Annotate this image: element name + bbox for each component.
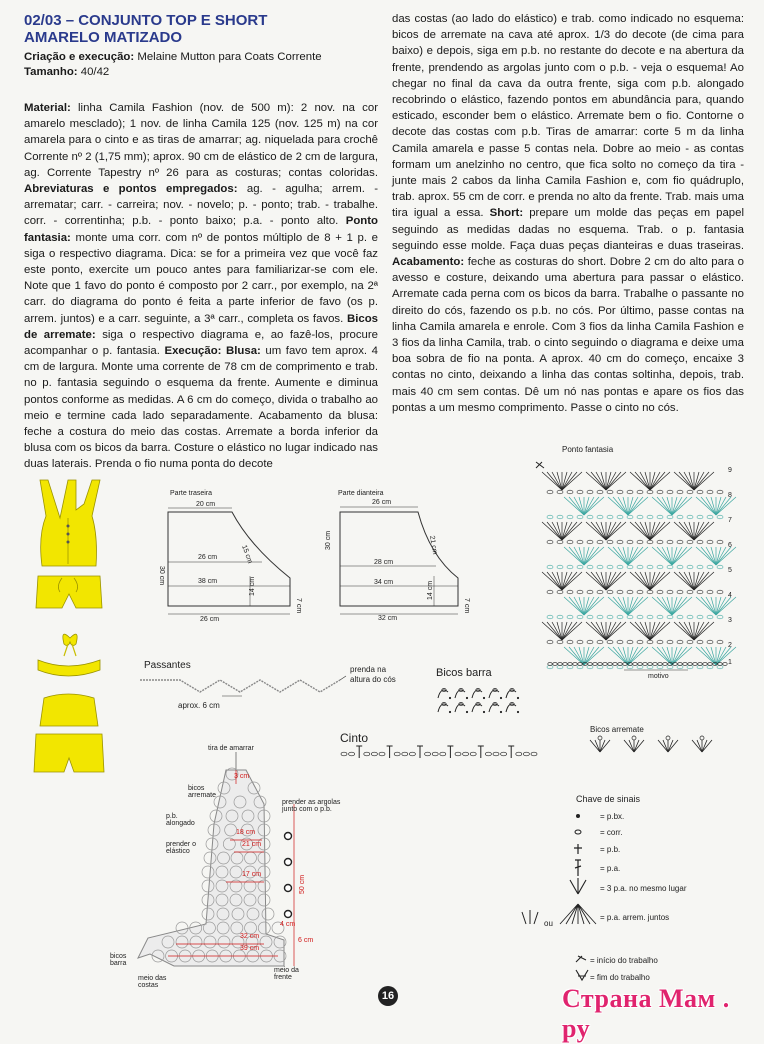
fan-stitch-grid [536, 462, 736, 669]
pa-stitch [356, 746, 362, 758]
column-2-text [392, 11, 744, 416]
row-number: 4 [728, 592, 732, 599]
chave-de-sinais [520, 792, 760, 988]
traseira-bottom: 26 cm [200, 616, 220, 623]
acab-label: Acabamento: [392, 256, 465, 269]
fan-motif [564, 597, 604, 615]
fan-motif [564, 497, 604, 515]
chain-row [547, 490, 723, 494]
dianteira-low: 34 cm [374, 579, 394, 586]
pa-stitch [447, 746, 453, 758]
chain-stitch [432, 752, 438, 756]
fan-motif [696, 547, 736, 565]
chain-stitch [402, 752, 408, 756]
fantasia-text: monte uma corr. com nº de pontos múltiplo de 8 + 1 p. e siga o respectivo diagrama. Dica: se for a primeira vez que você faz este ponto, exercite um pouco antes para familiarizar-se com ele. Note que 1 favo do ponto é composto por 2 carr., por exemplo, na 2ª carr. do diagrama do ponto é feita a parte inferior de favo (os p. arrem. juntos) e a carr. seguinte, a 3ª carr., completa os favos. [24, 231, 378, 325]
argolas-rings [285, 833, 292, 918]
material-label: Material: [24, 102, 71, 114]
tira-label: tira de amarrar [208, 745, 254, 752]
label-bicos-arremate: bicos arremate [188, 785, 217, 799]
chain-row [547, 615, 723, 619]
chain-stitch [341, 752, 347, 756]
parte-traseira-diagram [150, 486, 300, 626]
bicos-barra-diagram [430, 664, 530, 710]
meas-32cm: 32 cm [240, 933, 260, 940]
dianteira-bottom: 32 cm [378, 615, 398, 622]
meas-17cm: 17 cm [242, 871, 262, 878]
bicos-text: siga o respectivo diagrama e, ao fazê-los, procure acompanhar o p. fantasia. [24, 328, 378, 358]
fan-motif [542, 622, 582, 640]
chain-row [547, 565, 723, 569]
page-number: 16 [378, 986, 398, 1006]
passantes-title: Passantes [144, 660, 191, 671]
creation-line [24, 50, 364, 65]
bico-arremate-motif [624, 736, 644, 752]
chain-stitch [485, 752, 491, 756]
row-number: 3 [728, 617, 732, 624]
bicos-arremate-diagram [586, 724, 756, 760]
label-pb-alongado: p.b. alongado [166, 813, 195, 827]
traseira-top: 20 cm [196, 501, 216, 508]
traseira-low: 38 cm [198, 578, 218, 585]
top-illustration [40, 480, 100, 566]
fan-motif [586, 622, 626, 640]
picot-stitch [472, 689, 485, 700]
size-label: Tamanho: [24, 66, 78, 78]
fan-motif [696, 597, 736, 615]
bicos-arremate-stitches [590, 736, 712, 752]
fan-motif [586, 572, 626, 590]
meas-4cm: 4 cm [280, 921, 296, 928]
title-line-2: AMARELO MATIZADO [24, 29, 183, 46]
motivo-label: motivo [648, 673, 669, 680]
material-text: linha Camila Fashion (nov. de 500 m): 2 nov. na cor amarelo mesclado); 1 nov. de linha Camila 125 (nov. 125 m) na cor amarela para o cinto e as tiras de amarrar; ag. niquelada para crochê Corrente nº 2 (1,75 mm); aprox. 90 cm de elástico de 2 cm de largura, ag. Corrente Tapestry nº 26 para as costuras; contas coloridas. [24, 102, 378, 179]
fan-motif [542, 472, 582, 490]
fan-motif [674, 522, 714, 540]
key-corr: = corr. [600, 828, 623, 837]
key-symbol-fim [576, 970, 588, 980]
key-pa-arrem: = p.a. arrem. juntos [600, 913, 670, 922]
column-1-text [24, 100, 378, 473]
row-number: 9 [728, 467, 732, 474]
fan-motif [652, 597, 692, 615]
fan-motif [564, 547, 604, 565]
picot-stitch [455, 689, 468, 700]
meas-3cm: 3 cm [234, 773, 250, 780]
pa-stitch [387, 746, 393, 758]
prenda-line-1: prenda na [350, 665, 387, 674]
label-prender-elastico: prender o elástico [166, 841, 196, 855]
key-symbol-pa [575, 860, 581, 876]
chain-stitch [371, 752, 377, 756]
traseira-right1: 14 cm [249, 576, 256, 596]
short-text: prepare um molde das peças em papel seguindo as medidas dadas no esquema. Trab. o p. fantasia seguindo esse molde. Faça duas peças dianteiras e duas traseiras. [392, 207, 744, 252]
meas-50cm: 50 cm [299, 874, 306, 894]
prenda-line-2: altura do cós [350, 675, 396, 684]
garment-illustrations [30, 476, 110, 776]
cinto-diagram [336, 730, 546, 766]
acab-text: feche as costuras do short. Dobre 2 cm do alto para o avesso e costure, deixando uma abertura para passar o elástico. Arremate cada perna com os bicos da barra. Trabalhe o passante no direito do cós, fazendo os p.b. no cós. Por último, passe contas na linha Camila amarela e enrole. Com 3 fios da linha Camila Fashion e 3 fios da linha Camila, trab. o cinto seguindo o diagrama e deixe uma boa sobra de fio na ponta. A aprox. 40 cm do começo, encaixe 3 contas no cinto, deixando a linha das contas soltinha, depois, trab. mais 40 cm sem contas. Dê um nó nas pontas e apare os fios das pontas a um mesmo comprimento. Passe o cinto no cós. [392, 256, 744, 414]
dianteira-title: Parte dianteira [338, 490, 384, 497]
cinto-title: Cinto [340, 731, 369, 745]
meas-6cm: 6 cm [298, 937, 314, 944]
chain-stitch [440, 752, 446, 756]
fan-motif [630, 622, 670, 640]
chain-stitch [349, 752, 355, 756]
bicos-barra-title: Bicos barra [436, 667, 492, 679]
row-number: 5 [728, 567, 732, 574]
exec-text: um favo tem aprox. 4 cm de largura. Monte uma corrente de 78 cm de comprimento e trab. no p. fantasia seguindo o esquema da frente. Aumente e diminua pontos conforme as medidas. A 6 cm do começo, divida o trabalho ao meio e termine cada lado separadamente. Acabamento da blusa: feche a costura do meio das costas. Arremate a borda inferior da blusa com os bicos da barra. Costure o elástico no lugar indicado nas duas laterais. Prenda o fio numa ponta do decote [24, 345, 378, 471]
key-3pa: = 3 p.a. no mesmo lugar [600, 884, 687, 893]
label-meio-costas: meio das costas [138, 975, 167, 989]
picot-stitch [472, 703, 485, 714]
chain-stitch [394, 752, 400, 756]
title-line-1: 02/03 – CONJUNTO TOP E SHORT [24, 12, 268, 29]
start-arrow [536, 462, 544, 468]
traseira-diag: 15 cm [240, 544, 254, 565]
col2-text-1: das costas (ao lado do elástico) e trab. como indicado no esquema: bicos de arremate na cava até aprox. 1/3 do decote (de cima para baixo) e depois, siga em p.b. no restante do decote e na abertura da frente, prendendo as argolas junto com o p.b. - veja o esquema! Ao chegar no final da cava da outra frente, siga com p.b. alongado recobrindo o elástico, fazendo pontos em abundância para, quando esticado, esconder bem o elástico. Arremate bem o fio. Contorne o decote das costas com p.b. Tiras de amarrar: corte 5 m da linha Camila amarela e passe 5 contas nela. Dobre ao meio - as contas formam um anelzinho no centro, que fica solto no começo da tira - junte mais 2 cabos da linha Camila Fashion e, com fio quádruplo, trab. aprox. 55 cm de corr. e prenda no alto da frente. Trab. mais uma tira igual a essa. [392, 13, 744, 220]
chain-row [547, 640, 723, 644]
abbrev-label: Abreviaturas e pontos empregados: [24, 183, 238, 196]
chain-row [547, 540, 723, 544]
meas-39cm: 39 cm [240, 945, 260, 952]
back-top-illustration [38, 660, 100, 726]
dianteira-top: 26 cm [372, 499, 392, 506]
picot-stitch [506, 703, 519, 714]
chain-stitch [425, 752, 431, 756]
pa-stitch [508, 746, 514, 758]
chain-row [547, 665, 723, 669]
row-number: 8 [728, 492, 732, 499]
meas-18cm: 18 cm [236, 829, 256, 836]
meas-21cm: 21 cm [242, 841, 262, 848]
cinto-stitches [341, 746, 537, 758]
fan-motif [608, 497, 648, 515]
traseira-left: 30 cm [158, 566, 165, 586]
blusa-schematic [108, 744, 341, 990]
fan-motif [652, 547, 692, 565]
fan-motif [564, 647, 604, 665]
size-value: 40/42 [80, 66, 110, 78]
bicos-arremate-title: Bicos arremate [590, 725, 644, 734]
watermark: Страна Мам . ру [562, 984, 730, 1043]
ponto-fantasia-chart [530, 442, 756, 682]
schematic-outline [138, 770, 284, 966]
fan-motif [608, 597, 648, 615]
credits [24, 50, 364, 80]
key-ou: ou [544, 919, 553, 928]
bicos-label: Bicos de arremate: [24, 312, 378, 341]
chain-stitch [409, 752, 415, 756]
dianteira-mid: 28 cm [374, 559, 394, 566]
key-symbol-pb [574, 844, 582, 854]
key-pa: = p.a. [600, 864, 621, 873]
short-illustration [36, 576, 102, 608]
fan-motif [696, 497, 736, 515]
chain-stitch [501, 752, 507, 756]
picot-stitch [506, 689, 519, 700]
key-symbol-pa-arrem [522, 904, 596, 924]
key-symbol-3pa [570, 878, 586, 894]
fan-motif [608, 547, 648, 565]
key-symbol-inicio [576, 956, 586, 962]
fan-motif [542, 572, 582, 590]
chain-stitch [379, 752, 385, 756]
chain-stitch [531, 752, 537, 756]
row-number: 6 [728, 542, 732, 549]
traseira-title: Parte traseira [170, 490, 213, 497]
picot-stitch [455, 703, 468, 714]
key-fim: = fim do trabalho [590, 973, 650, 982]
chain-row [547, 515, 723, 519]
key-pbx: = p.bx. [600, 812, 625, 821]
pa-stitch [478, 746, 484, 758]
bow-illustration [63, 634, 77, 656]
row-number: 1 [728, 659, 732, 666]
article-title [24, 12, 364, 46]
dianteira-right2: 7 cm [463, 598, 470, 614]
parte-dianteira-diagram [318, 486, 468, 626]
key-symbol-pbx [576, 814, 580, 818]
picot-stitch [489, 703, 502, 714]
fan-motif [630, 572, 670, 590]
dianteira-left: 30 cm [325, 530, 332, 550]
row-number: 7 [728, 517, 732, 524]
bico-arremate-motif [590, 736, 610, 752]
aprox-label: aprox. 6 cm [178, 701, 220, 710]
chain-stitch [455, 752, 461, 756]
picot-stitch [489, 689, 502, 700]
pa-stitch [417, 746, 423, 758]
fan-motif [586, 472, 626, 490]
fan-motif [608, 647, 648, 665]
fan-motif [652, 647, 692, 665]
chain-stitch [516, 752, 522, 756]
label-prender-argolas: prender as argolas junto com o p.b. [282, 799, 341, 813]
row-number-labels [728, 467, 732, 666]
passantes-diagram [140, 656, 400, 716]
fan-motif [542, 522, 582, 540]
label-bicos-barra: bicos barra [110, 953, 127, 967]
fan-motif [586, 522, 626, 540]
bicos-barra-stitches [438, 689, 519, 714]
bico-arremate-motif [692, 736, 712, 752]
fantasia-label: Ponto fantasia: [24, 215, 378, 244]
picot-stitch [438, 703, 451, 714]
creation-label: Criação e execução: [24, 51, 135, 63]
abbrev-text: ag. - agulha; arrem. - arrematar; carr. - carreira; nov. - novelo; p. - ponto; trab. - trabalhe. corr. - correntinha; p.b. - ponto baixo; p.a. - ponto alto. [24, 183, 378, 228]
traseira-mid: 26 cm [198, 554, 218, 561]
ponto-fantasia-title: Ponto fantasia [562, 445, 614, 454]
chain-stitch [493, 752, 499, 756]
fan-motif [652, 497, 692, 515]
fan-motif [674, 572, 714, 590]
key-inicio: = início do trabalho [590, 956, 658, 965]
short-label: Short: [489, 207, 524, 220]
chain-stitch [470, 752, 476, 756]
size-line [24, 65, 364, 80]
fan-motif [674, 472, 714, 490]
chain-row [547, 590, 723, 594]
dianteira-diag: 21 cm [428, 535, 439, 556]
chain-stitch [364, 752, 370, 756]
key-pb: = p.b. [600, 845, 621, 854]
traseira-right2: 7 cm [295, 598, 302, 614]
back-short-illustration [34, 734, 104, 772]
row-number: 2 [728, 642, 732, 649]
label-meio-frente: meio da frente [274, 967, 299, 981]
fan-motif [630, 472, 670, 490]
fan-motif [674, 622, 714, 640]
chain-stitch [463, 752, 469, 756]
key-title: Chave de sinais [576, 794, 641, 804]
fan-motif [630, 522, 670, 540]
dianteira-right1: 14 cm [427, 580, 434, 600]
picot-stitch [438, 689, 451, 700]
chain-stitch [523, 752, 529, 756]
exec-label: Execução: Blusa: [164, 345, 261, 358]
key-symbol-corr [575, 830, 581, 834]
creation-value: Melaine Mutton para Coats Corrente [137, 51, 322, 63]
bico-arremate-motif [658, 736, 678, 752]
